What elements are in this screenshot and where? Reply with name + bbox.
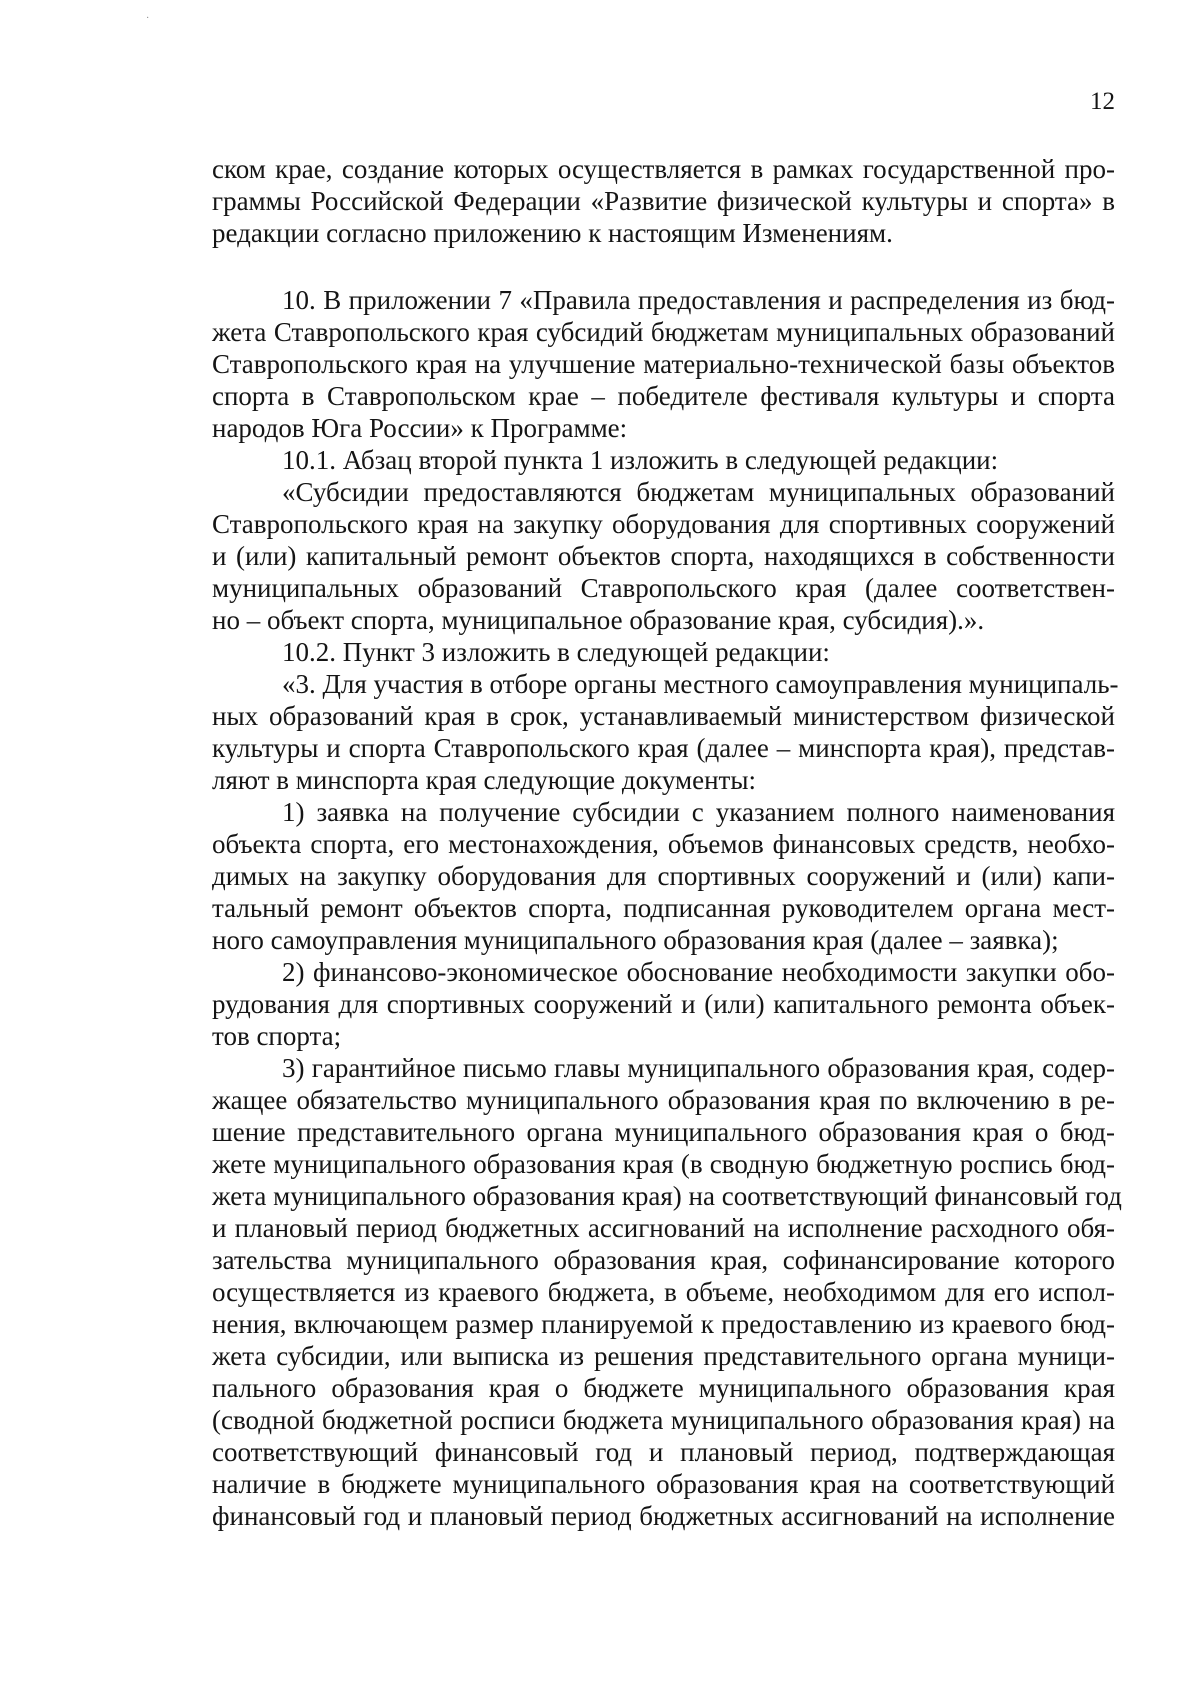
paragraph-line: культуры и спорта Ставропольского края (далее – минспорта края), представ- [212, 733, 1115, 763]
paragraph-line: осуществляется из краевого бюджета, в объеме, необходимом для его испол- [212, 1277, 1115, 1307]
paragraph-line: финансовый год и плановый период бюджетных ассигнований на исполнение [212, 1501, 1115, 1531]
paragraph-line: Ставропольского края на закупку оборудования для спортивных сооружений [212, 509, 1115, 539]
paragraph-line: и (или) капитальный ремонт объектов спорта, находящихся в собственности [212, 541, 1115, 571]
paragraph-line: зательства муниципального образования края, софинансирование которого [212, 1245, 1115, 1275]
paragraph-line: Ставропольского края на улучшение материально-технической базы объектов [212, 349, 1115, 379]
paragraph-line: объекта спорта, его местонахождения, объемов финансовых средств, необхо- [212, 829, 1115, 859]
paragraph-line: 2) финансово-экономическое обоснование необходимости закупки обо- [282, 957, 1115, 987]
paragraph-line: ском крае, создание которых осуществляется в рамках государственной про- [212, 154, 1115, 184]
paragraph-line: «3. Для участия в отборе органы местного самоуправления муниципаль- [282, 669, 1119, 699]
paragraph-line: жащее обязательство муниципального образования края по включению в ре- [212, 1085, 1115, 1115]
paragraph-line: «Субсидии предоставляются бюджетам муниципальных образований [282, 477, 1115, 507]
document-body [212, 153, 1122, 1532]
paragraph-line: пального образования края о бюджете муниципального образования края [212, 1373, 1115, 1403]
paragraph-line: народов Юга России» к Программе: [212, 413, 628, 443]
paragraph-line: соответствующий финансовый год и плановый период, подтверждающая [212, 1437, 1115, 1467]
paragraph-line: тальный ремонт объектов спорта, подписанная руководителем органа мест- [212, 893, 1115, 923]
paragraph-line: муниципальных образований Ставропольского края (далее соответствен- [212, 573, 1115, 603]
paragraph-line: ляют в минспорта края следующие документы: [212, 765, 756, 795]
paragraph-line: димых на закупку оборудования для спортивных сооружений и (или) капи- [212, 861, 1115, 891]
paragraph-line: 3) гарантийное письмо главы муниципального образования края, содер- [282, 1053, 1115, 1083]
paragraph-line: редакции согласно приложению к настоящим Изменениям. [212, 218, 893, 248]
paragraph-line: (сводной бюджетной росписи бюджета муниципального образования края) на [212, 1405, 1115, 1435]
paragraph-line: жете муниципального образования края (в сводную бюджетную роспись бюд- [212, 1149, 1115, 1179]
paragraph-line: граммы Российской Федерации «Развитие физической культуры и спорта» в [212, 186, 1115, 216]
paragraph-line: жета субсидии, или выписка из решения представительного органа муници- [212, 1341, 1115, 1371]
paragraph-line: ного самоуправления муниципального образования края (далее – заявка); [212, 925, 1059, 955]
paragraph-line: 1) заявка на получение субсидии с указанием полного наименования [282, 797, 1115, 827]
paragraph-line: 10.1. Абзац второй пункта 1 изложить в следующей редакции: [282, 445, 999, 475]
paragraph-line: нения, включающем размер планируемой к предоставлению из краевого бюд- [212, 1309, 1115, 1339]
paragraph-line: тов спорта; [212, 1021, 342, 1051]
paragraph-line: наличие в бюджете муниципального образования края на соответствующий [212, 1469, 1115, 1499]
paragraph-line: жета муниципального образования края) на соответствующий финансовый год [212, 1181, 1122, 1211]
paragraph-line: 10.2. Пункт 3 изложить в следующей редакции: [282, 637, 830, 667]
scan-artifact-mark: · [146, 13, 150, 24]
paragraph-line: 10. В приложении 7 «Правила предоставления и распределения из бюд- [282, 285, 1115, 315]
paragraph-line: рудования для спортивных сооружений и (или) капитального ремонта объек- [212, 989, 1115, 1019]
paragraph-line: жета Ставропольского края субсидий бюджетам муниципальных образований [212, 317, 1115, 347]
paragraph-line: ных образований края в срок, устанавливаемый министерством физической [212, 701, 1115, 731]
paragraph-line: но – объект спорта, муниципальное образование края, субсидия).». [212, 605, 985, 635]
paragraph-line: шение представительного органа муниципального образования края о бюд- [212, 1117, 1115, 1147]
paragraph-line: и плановый период бюджетных ассигнований на исполнение расходного обя- [212, 1213, 1115, 1243]
paragraph-gap [212, 249, 1115, 284]
page-number: 12 [1090, 88, 1115, 115]
paragraph-line: спорта в Ставропольском крае – победителе фестиваля культуры и спорта [212, 381, 1115, 411]
